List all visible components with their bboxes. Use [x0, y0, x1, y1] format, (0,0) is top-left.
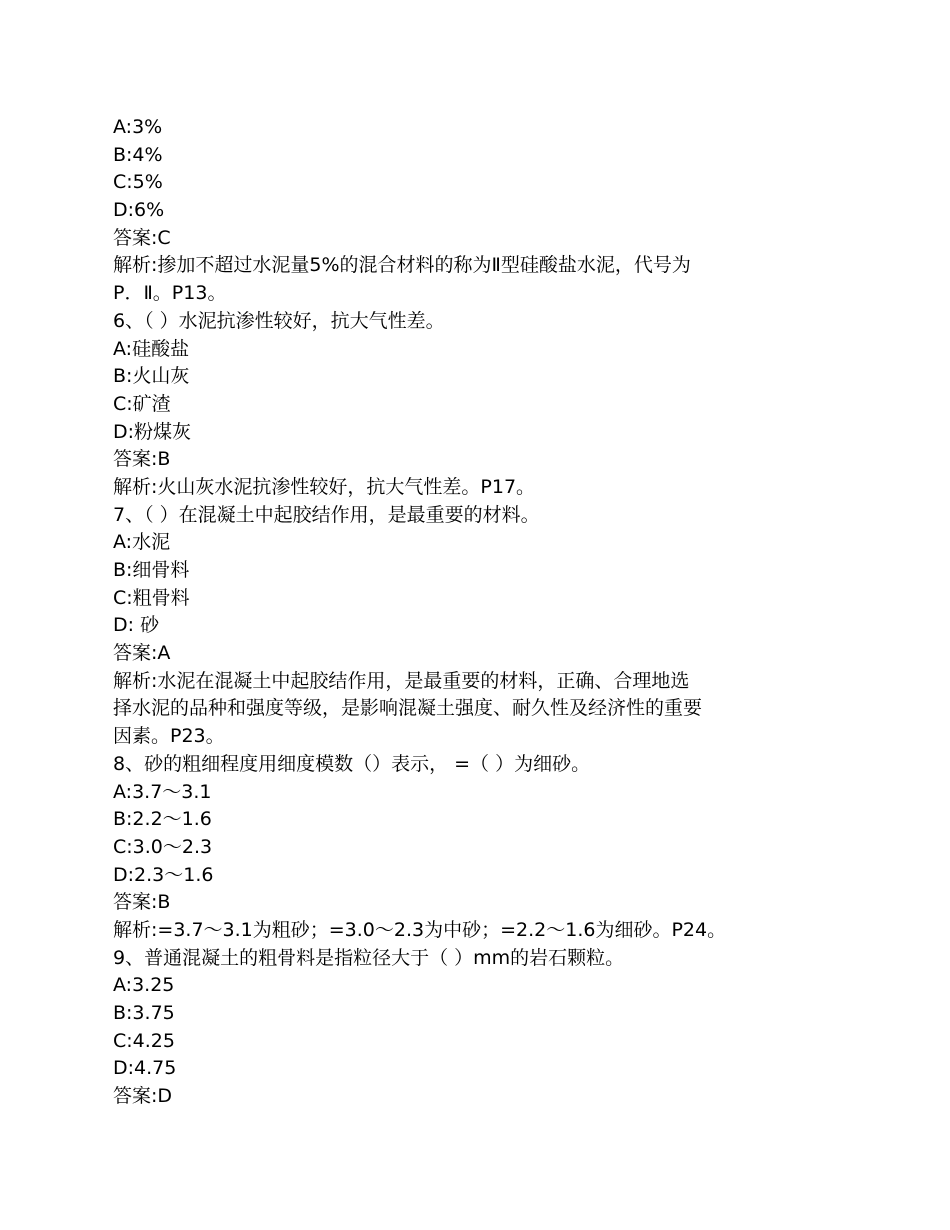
explanation-q5-line1: 解析:掺加不超过水泥量5%的混合材料的称为Ⅱ型硅酸盐水泥，代号为 [113, 254, 691, 277]
answer-q6: 答案:B [113, 448, 171, 471]
answer-q5: 答案:C [113, 226, 171, 249]
option-b-q5: B:4% [113, 143, 163, 166]
option-d-q5: D:6% [113, 199, 165, 222]
option-d-q8: D:2.3～1.6 [113, 863, 214, 886]
option-a-q8: A:3.7～3.1 [113, 780, 212, 803]
explanation-q5-line2: P．Ⅱ。P13。 [113, 282, 227, 305]
document-body [113, 114, 843, 1111]
option-a-q9: A:3.25 [113, 974, 175, 997]
option-c-q8: C:3.0～2.3 [113, 835, 213, 858]
option-d-q6: D:粉煤灰 [113, 420, 192, 443]
option-c-q7: C:粗骨料 [113, 586, 190, 609]
option-c-q5: C:5% [113, 171, 163, 194]
explanation-q7-line3: 因素。P23。 [113, 725, 225, 748]
option-a-q6: A:硅酸盐 [113, 337, 190, 360]
option-c-q6: C:矿渣 [113, 392, 171, 415]
question-9: 9、普通混凝土的粗骨料是指粒径大于（ ）mm的岩石颗粒。 [113, 946, 625, 969]
explanation-q7-line1: 解析:水泥在混凝土中起胶结作用，是最重要的材料，正确、合理地选 [113, 669, 690, 692]
option-b-q7: B:细骨料 [113, 559, 190, 581]
option-b-q8: B:2.2～1.6 [113, 808, 212, 831]
answer-q8: 答案:B [113, 891, 171, 914]
option-b-q6: B:火山灰 [113, 365, 190, 388]
explanation-q8: 解析:=3.7～3.1为粗砂；=3.0～2.3为中砂；=2.2～1.6为细砂。P24。 [113, 918, 727, 941]
explanation-q6: 解析:火山灰水泥抗渗性较好，抗大气性差。P17。 [113, 475, 536, 498]
option-c-q9: C:4.25 [113, 1029, 175, 1052]
answer-q9: 答案:D [113, 1085, 173, 1108]
explanation-q7-line2: 择水泥的品种和强度等级，是影响混凝土强度、耐久性及经济性的重要 [113, 697, 703, 720]
option-d-q9: D:4.75 [113, 1057, 177, 1080]
question-7: 7、（ ）在混凝土中起胶结作用，是最重要的材料。 [113, 503, 540, 526]
option-a-q7: A:水泥 [113, 531, 171, 554]
question-6: 6、（ ）水泥抗渗性较好，抗大气性差。 [113, 309, 445, 332]
option-d-q7: D: 砂 [113, 614, 160, 637]
answer-q7: 答案:A [113, 642, 171, 665]
option-b-q9: B:3.75 [113, 1002, 175, 1024]
option-a-q5: A:3% [113, 116, 163, 138]
question-8: 8、砂的粗细程度用细度模数（）表示， =（ ）为细砂。 [113, 752, 591, 775]
